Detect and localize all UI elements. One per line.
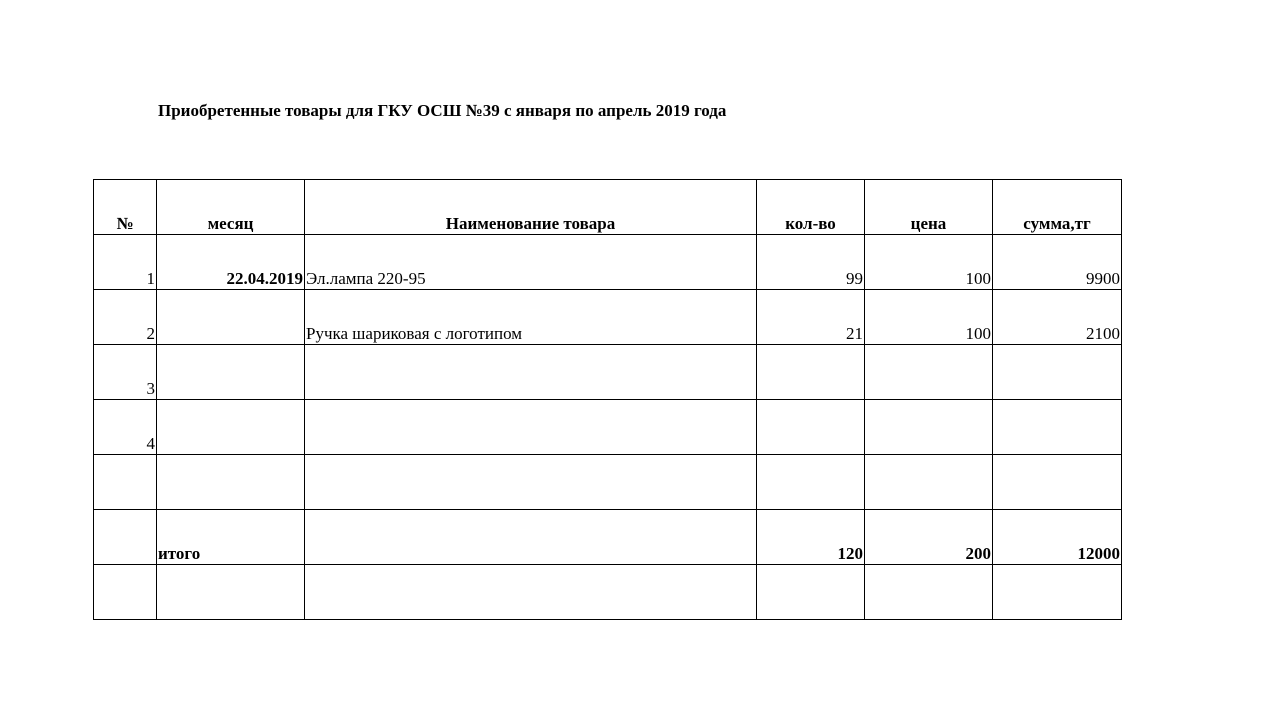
header-month: месяц (157, 180, 305, 235)
cell-sum (993, 455, 1122, 510)
cell-name: Ручка шариковая с логотипом (305, 290, 757, 345)
total-qty: 120 (757, 510, 865, 565)
cell-price (865, 345, 993, 400)
cell-price (865, 565, 993, 620)
document-title: Приобретенные товары для ГКУ ОСШ №39 с января по апрель 2019 года (158, 101, 727, 120)
header-num: № (94, 180, 157, 235)
cell-num (94, 455, 157, 510)
goods-table (93, 179, 1122, 620)
cell-num: 4 (94, 400, 157, 455)
table-row (94, 400, 1122, 455)
cell-qty (757, 400, 865, 455)
cell-name (305, 455, 757, 510)
cell-qty (757, 565, 865, 620)
cell-price: 100 (865, 290, 993, 345)
cell-name (305, 565, 757, 620)
cell-sum (993, 400, 1122, 455)
total-price: 200 (865, 510, 993, 565)
cell-num (94, 565, 157, 620)
table-row (94, 345, 1122, 400)
total-label: итого (157, 510, 305, 565)
header-price: цена (865, 180, 993, 235)
cell-qty: 21 (757, 290, 865, 345)
table-row-empty (94, 565, 1122, 620)
table-row (94, 455, 1122, 510)
cell-month (157, 345, 305, 400)
cell-num (94, 510, 157, 565)
header-qty: кол-во (757, 180, 865, 235)
cell-sum: 9900 (993, 235, 1122, 290)
cell-price: 100 (865, 235, 993, 290)
cell-name: Эл.лампа 220-95 (305, 235, 757, 290)
table-row (94, 290, 1122, 345)
cell-qty (757, 455, 865, 510)
cell-price (865, 400, 993, 455)
cell-month (157, 565, 305, 620)
cell-num: 3 (94, 345, 157, 400)
cell-qty (757, 345, 865, 400)
table-total-row (94, 510, 1122, 565)
header-name: Наименование товара (305, 180, 757, 235)
cell-sum: 2100 (993, 290, 1122, 345)
cell-month (157, 400, 305, 455)
cell-sum (993, 345, 1122, 400)
cell-month (157, 290, 305, 345)
cell-num: 2 (94, 290, 157, 345)
cell-name (305, 400, 757, 455)
cell-num: 1 (94, 235, 157, 290)
cell-month: 22.04.2019 (157, 235, 305, 290)
cell-price (865, 455, 993, 510)
cell-month (157, 455, 305, 510)
cell-name (305, 345, 757, 400)
cell-sum (993, 565, 1122, 620)
header-sum: сумма,тг (993, 180, 1122, 235)
cell-name (305, 510, 757, 565)
total-sum: 12000 (993, 510, 1122, 565)
cell-qty: 99 (757, 235, 865, 290)
table-row (94, 235, 1122, 290)
table-header-row (94, 180, 1122, 235)
